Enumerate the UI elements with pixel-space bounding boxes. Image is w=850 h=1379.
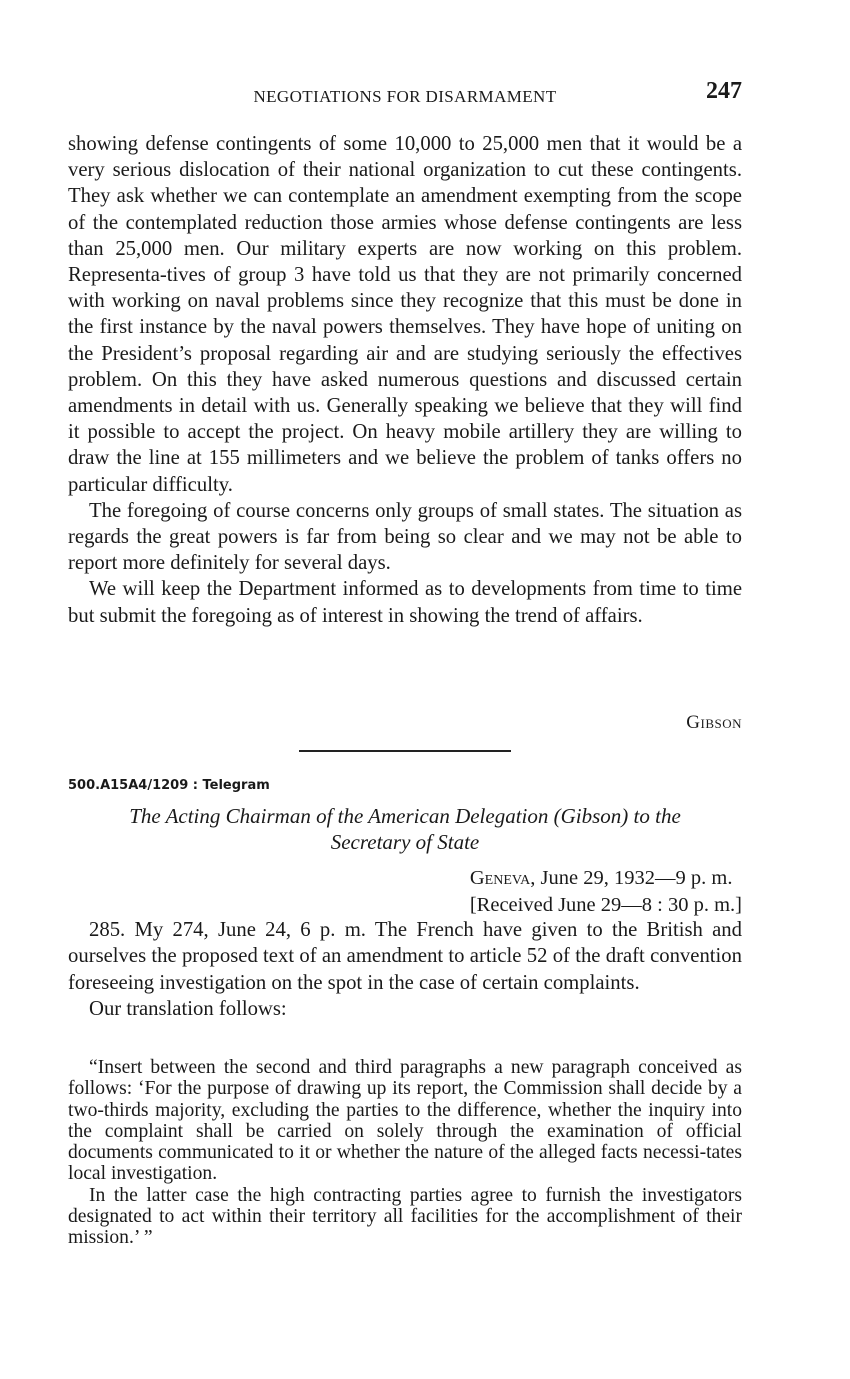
page-number: 247 <box>706 78 742 104</box>
received-line: [Received June 29—8 : 30 p. m.] <box>469 893 742 916</box>
title-line: Secretary of State <box>330 830 480 854</box>
section-divider <box>299 750 511 752</box>
running-header <box>68 78 742 112</box>
signature: Gibson <box>686 712 742 733</box>
document-title <box>68 803 742 855</box>
sent-line <box>470 865 742 892</box>
quoted-amendment <box>68 1057 742 1249</box>
place: Geneva <box>469 867 531 889</box>
paragraph: showing defense contingents of some 10,000 to 25,000 men that it would be a very serious dislocation of their national organization to cut these contingents. They ask whether we can contemplate an amendment exempting from the scope of the contemplated reduction those armies whose defense contingents are less than 25,000 men. Our military experts are now working on this problem. Representa-tives of group 3 have told us that they are not primarily concerned with working on naval problems since they recognize that this must be done in the first instance by the naval powers themselves. They have hope of uniting on the President’s proposal regarding air and are studying seriously the effectives problem. On this they have asked numerous questions and discussed certain amendments in detail with us. Generally speaking we believe that they will find it possible to accept the project. On heavy mobile artillery they are willing to draw the line at 155 millimeters and we believe the problem of tanks offers no particular difficulty. <box>68 133 742 496</box>
quote-paragraph: In the latter case the high contracting parties agree to furnish the investigators designated to act within their territory all facilities for the accomplishment of their mission.’ ” <box>68 1184 742 1249</box>
running-title: NEGOTIATIONS FOR DISARMAMENT <box>253 87 557 106</box>
quote-paragraph: “Insert between the second and third paragraphs a new paragraph conceived as follows: ‘For the purpose of drawing up its report, the Commission shall decide by a two-thirds majority, excluding the parties to the difference, whether the inquiry into the complaint shall be carried on solely through the examination of official documents communicated to it or whether the nature of the alleged facts necessi-tates local investigation. <box>68 1057 742 1185</box>
paragraph: 285. My 274, June 24, 6 p. m. The French have given to the British and ourselves the proposed text of an amendment to article 52 of the draft convention foreseeing investigation on the spot in the case of certain complaints. <box>68 919 742 994</box>
continued-telegram-text <box>68 131 742 629</box>
file-reference: 500.A15A4/1209 : Telegram <box>68 778 270 793</box>
paragraph: We will keep the Department informed as to developments from time to time but submit the foregoing as of interest in showing the trend of affairs. <box>68 578 742 627</box>
dateline <box>470 865 742 918</box>
title-line: The Acting Chairman of the American Delegation (Gibson) to the <box>129 804 681 828</box>
telegram-body <box>68 917 742 1023</box>
paragraph: Our translation follows: <box>89 998 287 1021</box>
sent-date: , June 29, 1932—9 p. m. <box>530 867 733 889</box>
paragraph: The foregoing of course concerns only groups of small states. The situation as regards the great powers is far from being so clear and we may not be able to report more definitely for several days. <box>68 499 742 575</box>
